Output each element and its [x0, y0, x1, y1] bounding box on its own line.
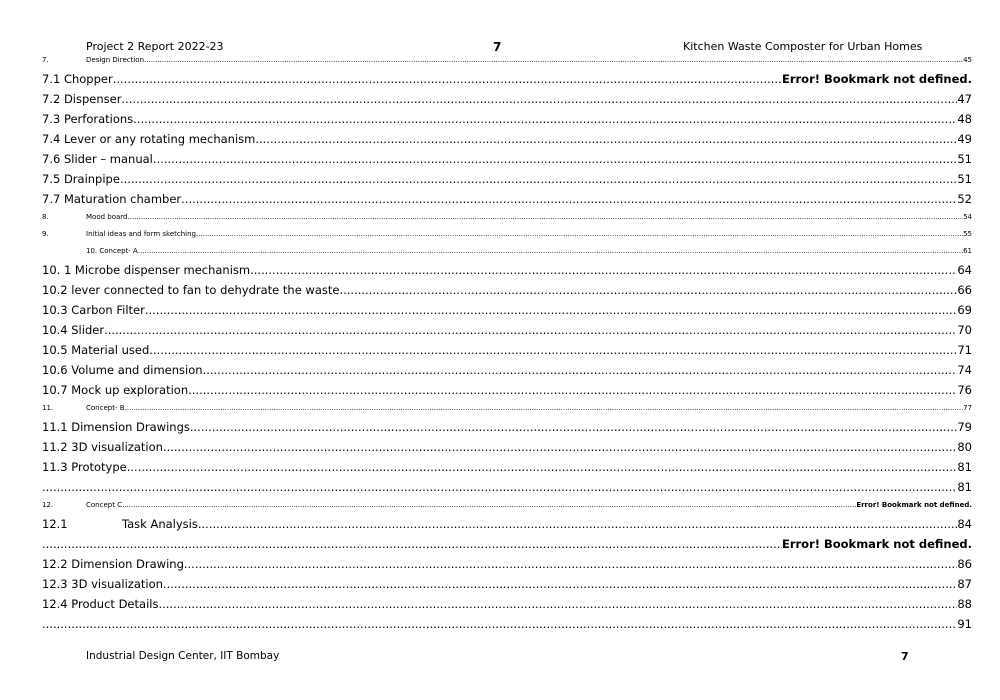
- toc-entry-page: 47: [957, 92, 972, 106]
- toc-entry-number: 12.1: [42, 517, 68, 531]
- toc-entry[interactable]: [42, 554, 972, 574]
- toc-dot-leader: [138, 243, 963, 260]
- toc-entry-page: 74: [957, 363, 972, 377]
- toc-entry[interactable]: [42, 260, 972, 280]
- toc-entry-number: 8.: [42, 213, 49, 221]
- toc-dot-leader: [128, 209, 964, 226]
- toc-entry-page: 61: [963, 247, 972, 255]
- toc-entry-page: 81: [957, 460, 972, 474]
- toc-dot-leader: [184, 554, 957, 574]
- toc-entry-page: 71: [957, 343, 972, 357]
- toc-entry-title: 7.7 Maturation chamber: [42, 192, 182, 206]
- toc-dot-leader: [122, 497, 856, 514]
- toc-entry[interactable]: [42, 209, 972, 226]
- toc-entry-number: 7.: [42, 56, 49, 64]
- toc-dot-leader: [42, 534, 782, 554]
- toc-entry-page: 48: [957, 112, 972, 126]
- toc-dot-leader: [255, 129, 957, 149]
- toc-entry-title: Task Analysis: [122, 517, 198, 531]
- toc-entry-page: 70: [957, 323, 972, 337]
- toc-entry-number: 9.: [42, 230, 49, 238]
- toc-dot-leader: [145, 300, 958, 320]
- toc-dot-leader: [120, 169, 957, 189]
- toc-dot-leader: [203, 360, 958, 380]
- toc-entry-page: 79: [957, 420, 972, 434]
- toc-entry[interactable]: [42, 400, 972, 417]
- toc-dot-leader: [190, 417, 958, 437]
- toc-entry[interactable]: [42, 243, 972, 260]
- toc-entry[interactable]: [42, 574, 972, 594]
- toc-entry-title: 7.3 Perforations: [42, 112, 134, 126]
- toc-entry[interactable]: [42, 52, 972, 69]
- toc-entry-page: 69: [957, 303, 972, 317]
- toc-entry[interactable]: [42, 280, 972, 300]
- toc-dot-leader: [42, 614, 957, 634]
- toc-entry[interactable]: [42, 129, 972, 149]
- toc-entry[interactable]: [42, 477, 972, 497]
- toc-entry-page: 54: [963, 213, 972, 221]
- footer-institution: Industrial Design Center, IIT Bombay: [86, 650, 280, 662]
- toc-dot-leader: [121, 89, 957, 109]
- toc-dot-leader: [113, 69, 782, 89]
- toc-entry-title: 11.2 3D visualization: [42, 440, 163, 454]
- toc-entry-page: 55: [963, 230, 972, 238]
- toc-entry[interactable]: [42, 300, 972, 320]
- toc-dot-leader: [104, 320, 957, 340]
- toc-dot-leader: [196, 226, 963, 243]
- toc-entry-page: 45: [963, 56, 972, 64]
- toc-entry[interactable]: [42, 89, 972, 109]
- toc-dot-leader: [181, 189, 957, 209]
- toc-entry-error: Error! Bookmark not defined.: [781, 72, 972, 86]
- toc-entry-title: 11.1 Dimension Drawings: [42, 420, 190, 434]
- toc-dot-leader: [133, 109, 957, 129]
- toc-entry[interactable]: [42, 169, 972, 189]
- toc-dot-leader: [198, 514, 958, 534]
- toc-entry-page: 86: [957, 557, 972, 571]
- toc-entry-title: 7.5 Drainpipe: [42, 172, 120, 186]
- toc-entry-title: Design Direction: [86, 56, 145, 64]
- toc-entry-page: 81: [957, 480, 972, 494]
- toc-dot-leader: [339, 280, 957, 300]
- toc-entry[interactable]: [42, 514, 972, 534]
- toc-entry-page: 77: [963, 404, 972, 412]
- toc-entry-title: 10.6 Volume and dimension: [42, 363, 203, 377]
- toc-entry-title: 11.3 Prototype: [42, 460, 127, 474]
- toc-dot-leader: [188, 380, 957, 400]
- toc-entry[interactable]: [42, 149, 972, 169]
- toc-entry[interactable]: [42, 380, 972, 400]
- toc-entry-page: 64: [957, 263, 972, 277]
- toc-entry-page: 51: [957, 152, 972, 166]
- toc-entry-page: 88: [957, 597, 972, 611]
- toc-entry-title: 7.6 Slider – manual: [42, 152, 153, 166]
- toc-entry-title: 10.3 Carbon Filter: [42, 303, 145, 317]
- toc-dot-leader: [144, 52, 963, 69]
- toc-entry-title: 7.1 Chopper: [42, 72, 113, 86]
- toc-entry-title: 10.2 lever connected to fan to dehydrate the waste: [42, 283, 340, 297]
- toc-entry-error: Error! Bookmark not defined.: [856, 501, 972, 509]
- toc-entry-page: 84: [957, 517, 972, 531]
- toc-entry[interactable]: [42, 437, 972, 457]
- toc-entry[interactable]: [42, 320, 972, 340]
- footer-page-number: 7: [901, 650, 909, 663]
- toc-entry-page: 49: [957, 132, 972, 146]
- toc-dot-leader: [250, 260, 957, 280]
- toc-entry-page: 87: [957, 577, 972, 591]
- toc-entry-page: 66: [957, 283, 972, 297]
- toc-dot-leader: [163, 437, 957, 457]
- toc-entry[interactable]: [42, 109, 972, 129]
- toc-entry-title: 12.4 Product Details: [42, 597, 159, 611]
- toc-entry-page: 52: [957, 192, 972, 206]
- toc-entry[interactable]: [42, 226, 972, 243]
- toc-entry-page: 80: [957, 440, 972, 454]
- toc-entry-page: 76: [957, 383, 972, 397]
- toc-dot-leader: [127, 457, 958, 477]
- toc-entry-title: Mood board: [86, 213, 128, 221]
- toc-entry-title: 12.2 Dimension Drawing: [42, 557, 184, 571]
- toc-entry-title: 10.5 Material used: [42, 343, 150, 357]
- toc-entry[interactable]: [42, 340, 972, 360]
- toc-entry-number: 11.: [42, 404, 54, 412]
- toc-entry-title: Concept- B: [86, 404, 125, 412]
- toc-entry[interactable]: [42, 534, 972, 554]
- toc-entry-page: 51: [957, 172, 972, 186]
- header-project-title: Kitchen Waste Composter for Urban Homes: [683, 40, 923, 53]
- toc-entry-page: 91: [957, 617, 972, 631]
- toc-entry[interactable]: [42, 594, 972, 614]
- toc-entry[interactable]: [42, 69, 972, 89]
- toc-entry-title: 7.2 Dispenser: [42, 92, 122, 106]
- toc-entry-title: Concept C: [86, 501, 123, 509]
- toc-dot-leader: [158, 594, 957, 614]
- toc-entry[interactable]: [42, 189, 972, 209]
- toc-entry-title: 10.4 Slider: [42, 323, 105, 337]
- toc-entry-error: Error! Bookmark not defined.: [781, 537, 972, 551]
- toc-entry-title: 10. Concept- A: [86, 247, 138, 255]
- toc-entry-title: 10. 1 Microbe dispenser mechanism: [42, 263, 251, 277]
- toc-entry-title: 10.7 Mock up exploration: [42, 383, 189, 397]
- toc-entry-title: 12.3 3D visualization: [42, 577, 163, 591]
- toc-entry[interactable]: [42, 360, 972, 380]
- toc-entry[interactable]: [42, 417, 972, 437]
- header-report-title: Project 2 Report 2022-23: [86, 40, 224, 53]
- header-page-number: 7: [493, 40, 502, 54]
- toc-entry-number: 12.: [42, 501, 54, 509]
- toc-entry-title: Initial ideas and form sketching: [86, 230, 197, 238]
- toc-dot-leader: [163, 574, 957, 594]
- toc-entry[interactable]: [42, 614, 972, 634]
- table-of-contents: [42, 52, 972, 634]
- toc-dot-leader: [42, 477, 957, 497]
- toc-entry-title: 7.4 Lever or any rotating mechanism: [42, 132, 256, 146]
- toc-entry[interactable]: [42, 457, 972, 477]
- toc-dot-leader: [153, 149, 957, 169]
- toc-entry[interactable]: [42, 497, 972, 514]
- toc-dot-leader: [149, 340, 957, 360]
- toc-dot-leader: [125, 400, 964, 417]
